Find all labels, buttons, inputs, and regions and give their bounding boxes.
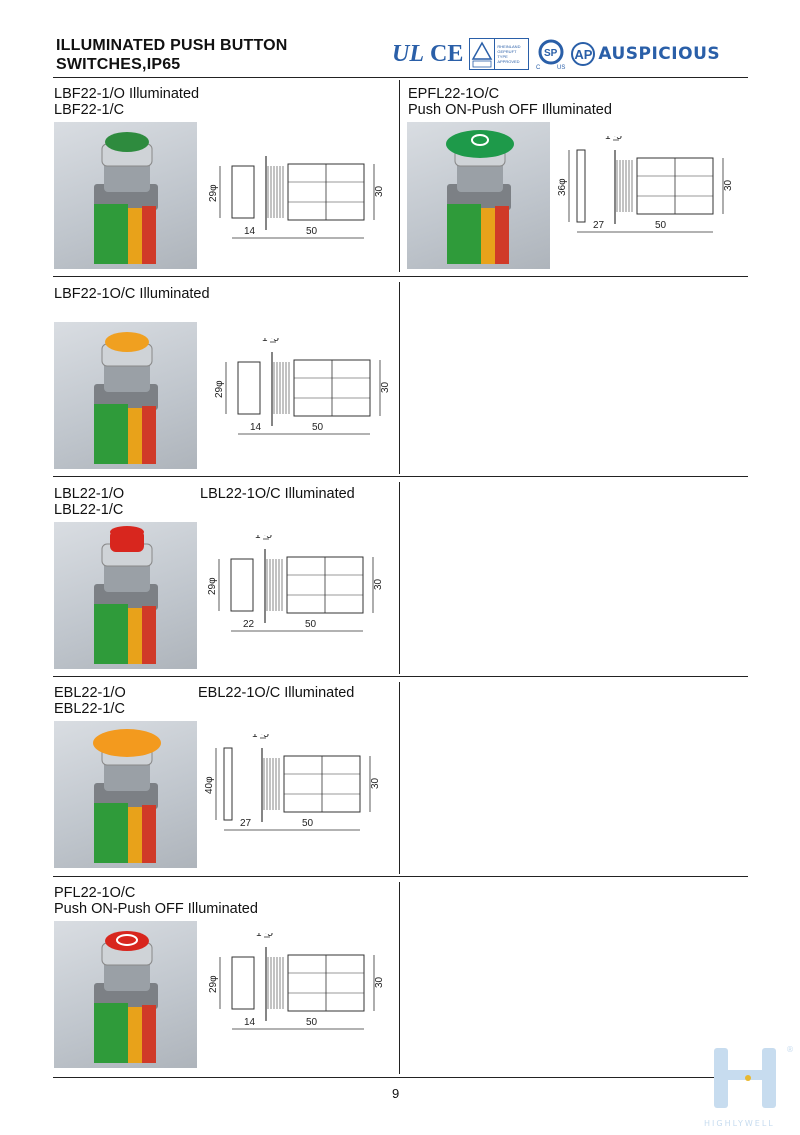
body-dimension-label: 50 (306, 226, 318, 237)
dimension-drawing (206, 933, 386, 1048)
contact-block-red (142, 606, 156, 664)
diameter-label: 29φ (208, 975, 219, 993)
page-number: 9 (392, 1086, 400, 1101)
model-label: EBL22-1/O (54, 685, 126, 701)
tuv-triangle-icon (470, 39, 494, 69)
contact-block-orange (128, 408, 142, 464)
tuv-logo (469, 38, 529, 70)
front-dimension-label: 14 (250, 422, 262, 433)
tuv-line-4: APPROVED (497, 59, 520, 64)
front-head (232, 166, 254, 218)
diameter-label: 36φ (557, 178, 568, 196)
brand-mark: AP (571, 42, 595, 66)
product-title-right: EBL22-1O/C Illuminated (198, 685, 355, 701)
mushroom-cap (93, 729, 161, 757)
model-label: PFL22-1O/C (54, 885, 136, 901)
auspicious-logo (571, 42, 720, 66)
contact-block-green (447, 204, 481, 264)
title-line-2: SWITCHES,IP65 (56, 56, 181, 73)
product-title (54, 86, 199, 118)
model-label: LBF22-1/O Illuminated (54, 86, 200, 102)
model-label: Push ON-Push OFF Illuminated (408, 102, 612, 118)
divider-row-3 (53, 676, 748, 677)
ul-logo: UL (392, 40, 424, 67)
height-label: 30 (380, 381, 391, 393)
divider-row-1 (53, 276, 748, 277)
divider-row-4 (53, 876, 748, 877)
certification-logos (392, 38, 720, 70)
tuv-line-1: RHEINLAND (497, 44, 521, 49)
product-title (54, 685, 126, 717)
drawing-svg (202, 734, 382, 844)
switch-illustration (54, 721, 197, 868)
product-photo (54, 721, 197, 868)
height-label: 30 (373, 578, 384, 590)
drawing-svg (555, 136, 735, 246)
model-label: LBL22-1/O (54, 486, 125, 502)
switch-illustration (54, 522, 197, 669)
highlywell-watermark (700, 1040, 800, 1130)
drawing-svg (206, 142, 386, 252)
button-top (110, 526, 144, 538)
stroke-label: 1~5 (605, 136, 622, 142)
model-label: EBL22-1/C (54, 701, 125, 717)
ce-logo: CE (430, 40, 464, 67)
dimension-drawing (202, 734, 382, 849)
front-head (577, 150, 585, 222)
stroke-label: 1~5 (255, 535, 272, 541)
divider-top (53, 77, 748, 78)
product-title (54, 885, 258, 917)
front-dimension-label: 27 (593, 220, 605, 231)
stroke-label: 1~5 (256, 933, 273, 939)
product-photo (54, 122, 197, 269)
button-lens (105, 332, 149, 352)
diameter-label: 29φ (214, 380, 225, 398)
divider-row-2 (53, 476, 748, 477)
diameter-label: 40φ (204, 776, 215, 794)
product-photo (54, 921, 197, 1068)
button-lens (105, 132, 149, 152)
column-divider-3 (399, 482, 400, 674)
contact-block-green (94, 1003, 128, 1063)
diameter-label: 29φ (207, 577, 218, 595)
contact-block-green (94, 204, 128, 264)
stroke-label: 1~5 (262, 338, 279, 344)
model-label: Push ON-Push OFF Illuminated (54, 901, 258, 917)
contact-block-red (142, 206, 156, 264)
contact-block-red (142, 1005, 156, 1063)
body-dimension-label: 50 (306, 1017, 318, 1028)
product-photo (407, 122, 550, 269)
tuv-line-3: TYPE (497, 54, 508, 59)
contact-block-red (142, 406, 156, 464)
height-label: 30 (370, 777, 381, 789)
drawing-svg (205, 535, 385, 645)
front-dimension-label: 27 (240, 818, 252, 829)
front-head (238, 362, 260, 414)
front-dimension-label: 14 (244, 1017, 256, 1028)
contact-block-green (94, 404, 128, 464)
model-label: LBF22-1O/C Illuminated (54, 286, 210, 302)
column-divider-5 (399, 882, 400, 1074)
body-dimension-label: 50 (655, 220, 667, 231)
switch-illustration (54, 322, 197, 469)
front-dimension-label: 14 (244, 226, 256, 237)
csa-c-text: C (536, 65, 541, 71)
contact-block-orange (128, 608, 142, 664)
model-label: EPFL22-1O/C (408, 86, 500, 102)
switch-illustration (54, 921, 197, 1068)
tuv-line-2: GEPRUFT (497, 49, 517, 54)
body-dimension-label: 50 (302, 818, 314, 829)
column-divider-2 (399, 282, 400, 474)
dimension-drawing (206, 142, 386, 257)
csa-us-text: US (557, 65, 566, 71)
contact-block-red (495, 206, 509, 264)
contact-block-orange (128, 807, 142, 863)
front-dimension-label: 22 (243, 619, 255, 630)
body-dimension-label: 50 (312, 422, 324, 433)
svg-text:®: ® (786, 1045, 794, 1054)
front-head (231, 559, 253, 611)
brand-name: AUSPICIOUS (598, 44, 721, 64)
product-photo (54, 522, 197, 669)
front-head (224, 748, 232, 820)
front-head (232, 957, 254, 1009)
column-divider-1 (399, 80, 400, 272)
product-photo (54, 322, 197, 469)
height-label: 30 (374, 976, 385, 988)
body-dimension-label: 50 (305, 619, 317, 630)
dimension-drawing (212, 338, 392, 453)
contact-block-red (142, 805, 156, 863)
product-title-right: LBL22-1O/C Illuminated (200, 486, 355, 502)
product-title (54, 486, 124, 518)
contact-block-green (94, 803, 128, 863)
model-label: LBL22-1/C (54, 502, 124, 518)
csa-text: SP (544, 48, 558, 59)
switch-illustration (54, 122, 197, 269)
watermark-text: HIGHLYWELL (704, 1119, 775, 1128)
column-divider-4 (399, 682, 400, 874)
model-label: LBF22-1/C (54, 102, 125, 118)
diameter-label: 29φ (208, 184, 219, 202)
contact-block-green (94, 604, 128, 664)
product-title (54, 286, 210, 302)
dimension-drawing (205, 535, 385, 650)
contact-block-orange (128, 208, 142, 264)
csa-logo (535, 39, 565, 69)
dimension-drawing (555, 136, 735, 251)
page-title (56, 36, 288, 74)
height-label: 30 (723, 179, 734, 191)
height-label: 30 (374, 185, 385, 197)
switch-illustration (407, 122, 550, 269)
drawing-svg (206, 933, 386, 1043)
title-line-1: ILLUMINATED PUSH BUTTON (56, 37, 288, 54)
product-title (408, 86, 612, 118)
stroke-label: 1~5 (252, 734, 269, 740)
contact-block-orange (481, 208, 495, 264)
contact-block-orange (128, 1007, 142, 1063)
drawing-svg (212, 338, 392, 448)
divider-bottom (53, 1077, 748, 1078)
